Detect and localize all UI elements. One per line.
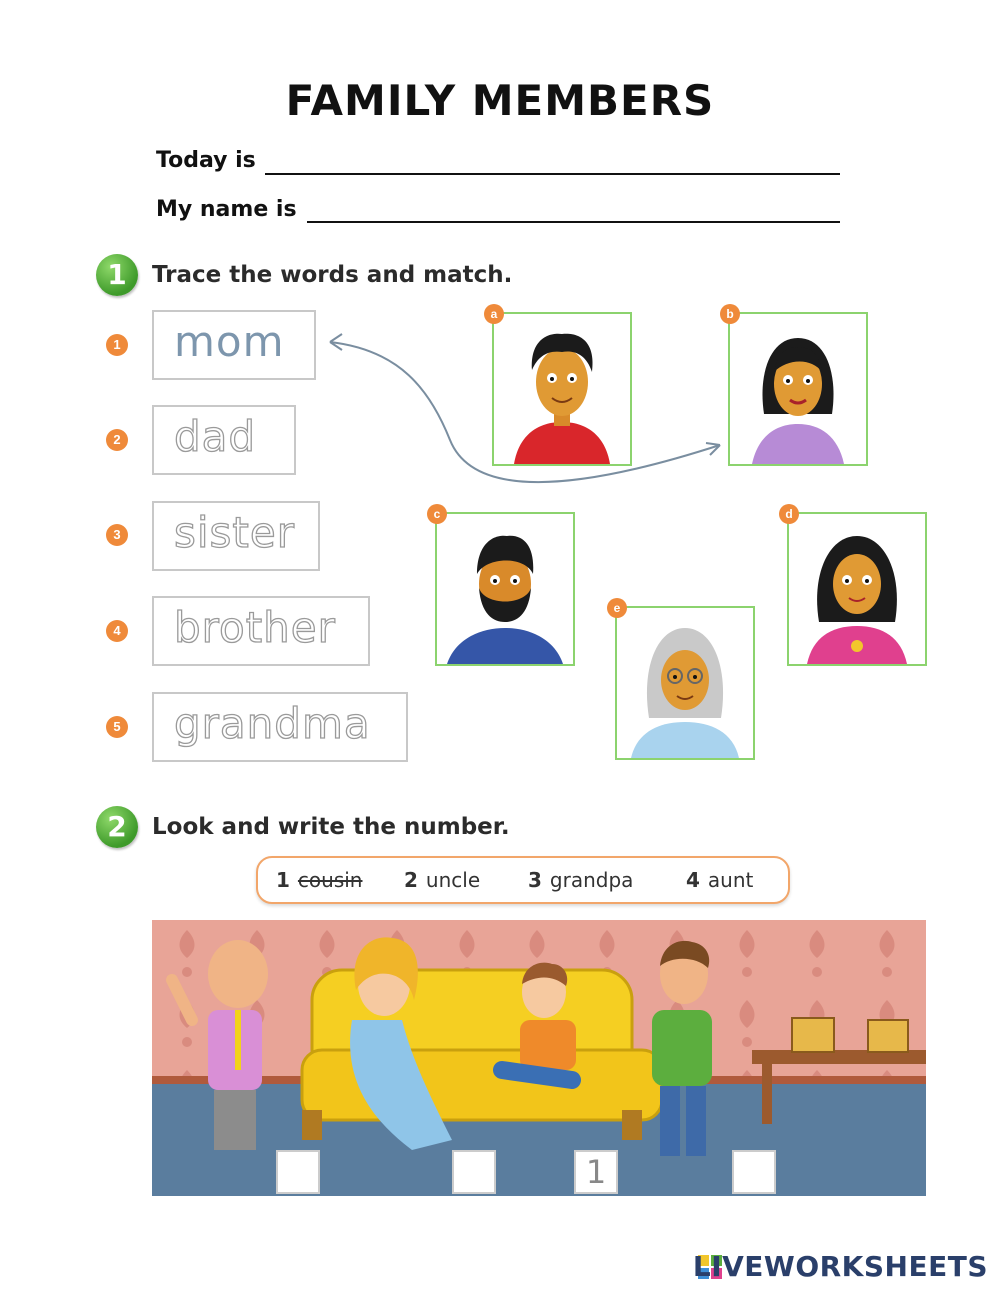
trace-box-brother[interactable] [152, 596, 370, 666]
word-box-word: cousin [297, 868, 363, 892]
picture-d[interactable] [785, 507, 927, 666]
word-box-item-cousin [276, 868, 362, 892]
name-input[interactable] [307, 221, 840, 223]
picture-e[interactable] [613, 601, 755, 760]
sister-portrait [789, 514, 925, 664]
trace-box-sister[interactable] [152, 501, 320, 571]
dad-portrait [437, 514, 573, 664]
trace-box-dad[interactable] [152, 405, 296, 475]
trace-word: brother [174, 603, 336, 652]
answer-box-grandpa[interactable] [276, 1150, 320, 1194]
word-box-item-uncle [404, 868, 480, 892]
word-box-item-grandpa [528, 868, 633, 892]
boy-portrait [494, 314, 630, 464]
word-box-number: 3 [528, 868, 542, 892]
picture-a[interactable] [490, 307, 632, 466]
exercise-2-badge: 2 [96, 806, 138, 848]
answer-box-aunt[interactable] [452, 1150, 496, 1194]
word-box-word: grandpa [549, 868, 634, 892]
word-box [256, 856, 790, 904]
answer-box-uncle[interactable] [732, 1150, 776, 1194]
word-box-number: 2 [404, 868, 418, 892]
picture-b[interactable] [726, 307, 868, 466]
family-scene-illustration [152, 920, 926, 1196]
word-number: 5 [106, 716, 128, 738]
picture-letter: e [607, 598, 627, 618]
today-label: Today is [156, 148, 256, 173]
word-box-number: 4 [686, 868, 700, 892]
trace-box-mom[interactable] [152, 310, 316, 380]
trace-word: mom [174, 317, 285, 366]
mom-portrait [730, 314, 866, 464]
word-number: 3 [106, 524, 128, 546]
name-label: My name is [156, 197, 297, 222]
trace-word: dad [174, 412, 257, 461]
word-box-number: 1 [276, 868, 290, 892]
word-number: 1 [106, 334, 128, 356]
word-box-word: uncle [425, 868, 481, 892]
exercise-1-badge: 1 [96, 254, 138, 296]
picture-letter: b [720, 304, 740, 324]
today-input[interactable] [265, 173, 840, 175]
exercise-2-instruction: Look and write the number. [152, 814, 510, 840]
picture-letter: d [779, 504, 799, 524]
trace-word: sister [174, 508, 296, 557]
word-box-word: aunt [707, 868, 754, 892]
picture-letter: c [427, 504, 447, 524]
answer-box-cousin[interactable]: 1 [574, 1150, 618, 1194]
word-number: 2 [106, 429, 128, 451]
picture-letter: a [484, 304, 504, 324]
trace-word: grandma [174, 699, 371, 748]
brand-wordmark: LIVEWORKSHEETS [692, 1250, 988, 1283]
grandma-portrait [617, 608, 753, 758]
word-box-item-aunt [686, 868, 753, 892]
picture-c[interactable] [433, 507, 575, 666]
exercise-1-instruction: Trace the words and match. [152, 262, 513, 288]
word-number: 4 [106, 620, 128, 642]
trace-box-grandma[interactable] [152, 692, 408, 762]
page-title: FAMILY MEMBERS [285, 76, 715, 125]
